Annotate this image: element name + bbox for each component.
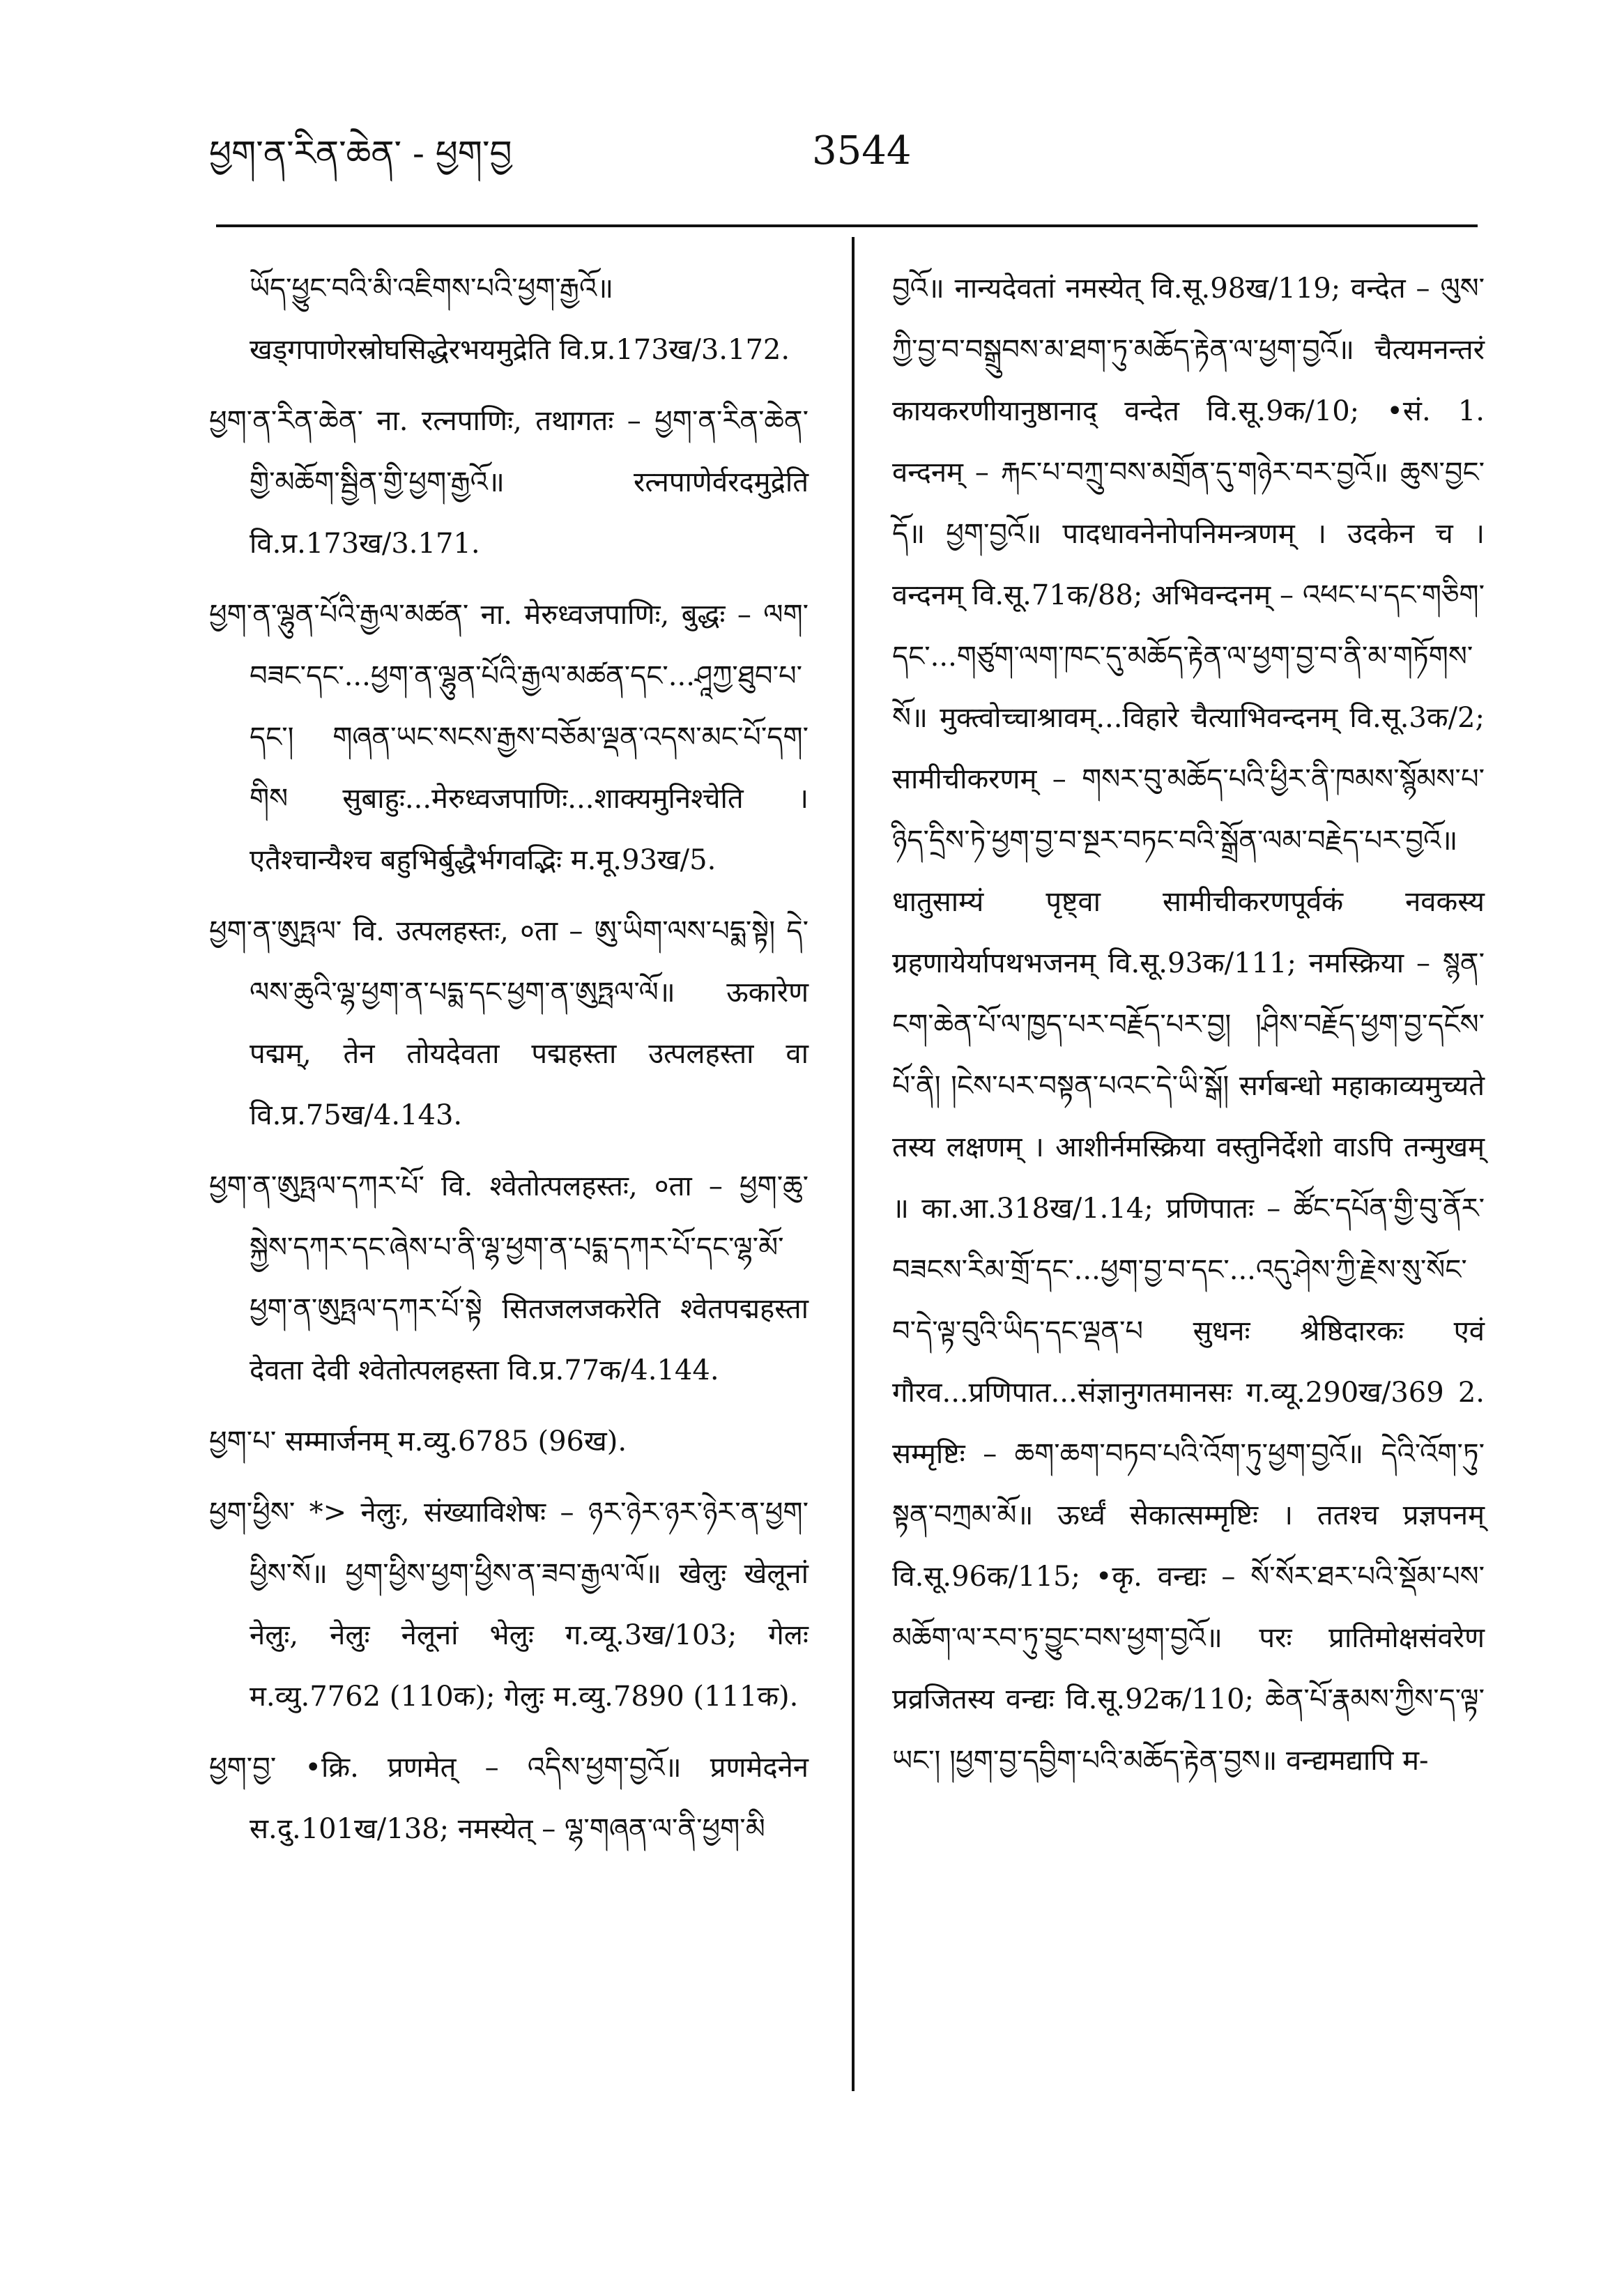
column-divider	[852, 237, 855, 2091]
left-column	[209, 258, 809, 1860]
entry-continuation: བྱའོ॥ नान्यदेवतां नमस्येत् वि.सू.98ख/119; वन्देत – ལུས་ཀྱི་བྱ་བ་བསྒྲུབས་མ་ཐག་ཏུ་མཆོད་རྟེན་ལ་ཕྱག་བྱའོ॥ चैत्यमनन्तरं कायकरणीयानुष्ठानाद् वन्देत वि.सू.9क/10; •सं. 1. वन्दनम् – རྐང་པ་བཀྲུ་བས་མགྲོན་དུ་གཉེར་བར་བྱའོ॥ ཆུས་བྱང་དོ॥ ཕྱག་བྱའོ॥ पादधावनेनोपनिमन्त्रणम् । उदकेन च । वन्दनम् वि.सू.71क/88; अभिवन्दनम् – འཕང་པ་དང་གཅིག་དང་...གཙུག་ལག་ཁང་དུ་མཆོད་རྟེན་ལ་ཕྱག་བྱ་བ་ནི་མ་གཏོགས་སོ॥ मुक्त्वोच्चाश्रावम्...विहारे चैत्याभिवन्दनम् वि.सू.3क/2; सामीचीकरणम् – གསར་བུ་མཆོད་པའི་ཕྱིར་ནི་ཁམས་སྙོམས་པ་ཉིད་དྲིས་ཏེ་ཕྱག་བྱ་བ་སྔར་བཏང་བའི་སྒྲོན་ལམ་བརྗེད་པར་བྱའོ॥ धातुसाम्यं पृष्ट्वा सामीचीकरणपूर्वकं नवकस्य ग्रहणायेर्यापथभजनम् वि.सू.93क/111; नमस्क्रिया – སྙན་ངག་ཆེན་པོ་ལ་ཁྱད་པར་བརྗོད་པར་བྱ། །ཤིས་བརྗོད་ཕྱག་བྱ་དངོས་པོ་ནི། །ངེས་པར་བསྟན་པའང་དེ་ཡི་སྒོ། सर्गबन्धो महाकाव्यमुच्यते तस्य लक्षणम् । आशीर्नमस्क्रिया वस्तुनिर्देशो वाऽपि तन्मुखम् ॥ का.आ.318ख/1.14; प्रणिपातः – ཚོང་དཔོན་གྱི་བུ་ནོར་བཟངས་རིམ་གྲོ་དང་...ཕྱག་བྱ་བ་དང་...འདུ་ཤེས་ཀྱི་རྗེས་སུ་སོང་བ་དེ་ལྟ་བུའི་ཡིད་དང་ལྡན་པ सुधनः श्रेष्ठिदारकः एवं गौरव...प्रणिपात...संज्ञानुगतमानसः ग.व्यू.290ख/369 2. सम्मृष्टिः – ཆག་ཆག་བཏབ་པའི་འོག་ཏུ་ཕྱག་བྱའོ॥ དེའི་འོག་ཏུ་སྟན་བཀྲམ་མོ॥ ऊर्ध्वं सेकात्सम्मृष्टिः । ततश्च प्रज्ञपनम् वि.सू.96क/115; •कृ. वन्द्यः – སོ་སོར་ཐར་པའི་སྡོམ་པས་མཆོག་ལ་རབ་ཏུ་བྱུང་བས་ཕྱག་བྱའོ॥ परः प्रातिमोक्षसंवरेण प्रव्रजितस्य वन्द्यः वि.सू.92क/110; ཆེན་པོ་རྣམས་ཀྱིས་ད་ལྟ་ཡང་། །ཕྱག་བྱ་དབྱིག་པའི་མཆོད་རྟེན་བྱས॥ वन्द्यमद्यापि म-	[892, 273, 1485, 1777]
dictionary-entry: ཕྱག་ན་ལྷུན་པོའི་རྒྱལ་མཚན་ ना. मेरुध्वजपाणिः, बुद्धः – ལག་བཟང་དང་...ཕྱག་ན་ལྷུན་པོའི་རྒྱལ་མཚན་དང་...ཤཱཀྱ་ཐུབ་པ་དང་། གཞན་ཡང་སངས་རྒྱས་བཅོམ་ལྡན་འདས་མང་པོ་དག་གིས सुबाहुः...मेरुध्वजपाणिः...शाक्यमुनिश्चेति । एतैश्चान्यैश्च बहुभिर्बुद्धैर्भगवद्भिः म.मू.93ख/5.	[209, 599, 809, 876]
running-head: ཕྱག་ན་རིན་ཆེན་ - ཕྱག་བྱ	[209, 133, 512, 174]
dictionary-entry: ཕྱག་བྱ་ •क्रि. प्रणमेत् – འདིས་ཕྱག་བྱའོ॥ प्रणमेदनेन स.दु.101ख/138; नमस्येत् – ལྷ་གཞན་ལ་ནི་ཕྱག་མི	[209, 1752, 809, 1845]
dictionary-entry: ཕྱག་ན་ཨུཏྤལ་དཀར་པོ་ वि. श्वेतोत्पलहस्तः, ०ता – ཕྱག་ཆུ་སྐྱེས་དཀར་དང་ཞེས་པ་ནི་ལྷ་ཕྱག་ན་པདྨ་དཀར་པོ་དང་ལྷ་མོ་ཕྱག་ན་ཨུཏྤལ་དཀར་པོ་སྟེ सितजलजकरेति श्वेतपद्महस्ता देवता देवी श्वेतोत्पलहस्ता वि.प्र.77क/4.144.	[209, 1170, 809, 1386]
page-number: 3544	[812, 128, 912, 174]
header-rule	[216, 224, 1478, 227]
dictionary-entry: ཕྱག་ན་རིན་ཆེན་ ना. रत्नपाणिः, तथागतः – ཕྱག་ན་རིན་ཆེན་གྱི་མཆོག་སྦྱིན་གྱི་ཕྱག་རྒྱའོ॥ रत्नपाणेर्वरदमुद्रेति वि.प्र.173ख/3.171.	[209, 405, 809, 560]
right-column	[892, 258, 1485, 1791]
dictionary-entry: ཕྱག་ན་ཨུཏྤལ་ वि. उत्पलहस्तः, ०ता – ཨུ་ཡིག་ལས་པདྨ་སྟེ། དེ་ལས་ཆུའི་ལྷ་ཕྱག་ན་པདྨ་དང་ཕྱག་ན་ཨུཏྤལ་ལོ॥ ऊकारेण पद्मम्, तेन तोयदेवता पद्महस्ता उत्पलहस्ता वा वि.प्र.75ख/4.143.	[209, 915, 809, 1131]
entry-continuation: ཡོད་ཕྱུང་བའི་མི་འཇིགས་པའི་ཕྱག་རྒྱའོ॥ खड्गपाणेरस्रोघसिद्धेरभयमुद्रेति वि.प्र.173ख/3.172.	[250, 273, 790, 366]
dictionary-entry: ཕྱག་ཕྱིས་ *> नेलुः, संख्याविशेषः – ཉར་ཉེར་ཉར་ཉེར་ན་ཕྱག་ཕྱིས་སོ॥ ཕྱག་ཕྱིས་ཕྱག་ཕྱིས་ན་ཟབ་རྒྱལ་ལོ॥ खेलुः खेलूनां नेलुः, नेलुः नेलूनां भेलुः ग.व्यू.3ख/103; गेलः म.व्यु.7762 (110क); गेलुः म.व्यु.7890 (111क).	[209, 1497, 809, 1713]
dictionary-entry: ཕྱག་པ་ सम्मार्जनम् म.व्यु.6785 (96ख).	[209, 1425, 627, 1458]
